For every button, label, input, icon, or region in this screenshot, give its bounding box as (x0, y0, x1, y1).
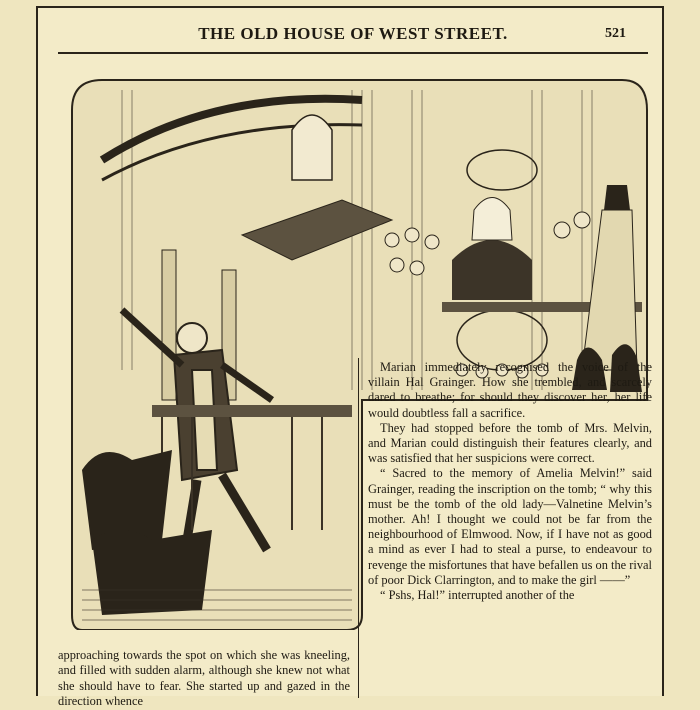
page-number: 521 (605, 26, 626, 41)
paragraph: “ Sacred to the memory of Amelia Melvin!” said Grainger, reading the inscription on the tomb; “ why this must be the tomb of the old lady—Valnetine Melvin’s mother. Ah! I thought we could not be far from the neighbourhood of Elmwood. Now, if I have not as good a mind as ever I had to steal a purse, to endeavour to revenge the misfortunes that have befallen us on the rival of poor Dick Clarrington, and to make the girl ——” (368, 466, 652, 587)
column-divider (358, 358, 359, 698)
book-page (36, 6, 664, 709)
running-title: THE OLD HOUSE OF WEST STREET. (198, 24, 508, 43)
page-header (58, 22, 648, 54)
paragraph: approaching towards the spot on which she was kneeling, and filled with sudden alarm, although she knew not what she should have to fear. She started up and gazed in the direction whence (58, 648, 350, 709)
paragraph: “ Pshs, Hal!” interrupted another of the (380, 588, 575, 603)
paragraph: They had stopped before the tomb of Mrs. Melvin, and Marian could distinguish their features clearly, and was satisfied that her suspicions were correct. (368, 420, 652, 466)
right-column-text (368, 360, 652, 603)
paragraph: Marian immediately recognised the voice of the villain Hal Grainger. How she trembled, and scarcely dared to breathe; for should they discover her, her life would doubtless fall a sacrifice. (368, 360, 652, 420)
left-column-text (58, 648, 350, 710)
